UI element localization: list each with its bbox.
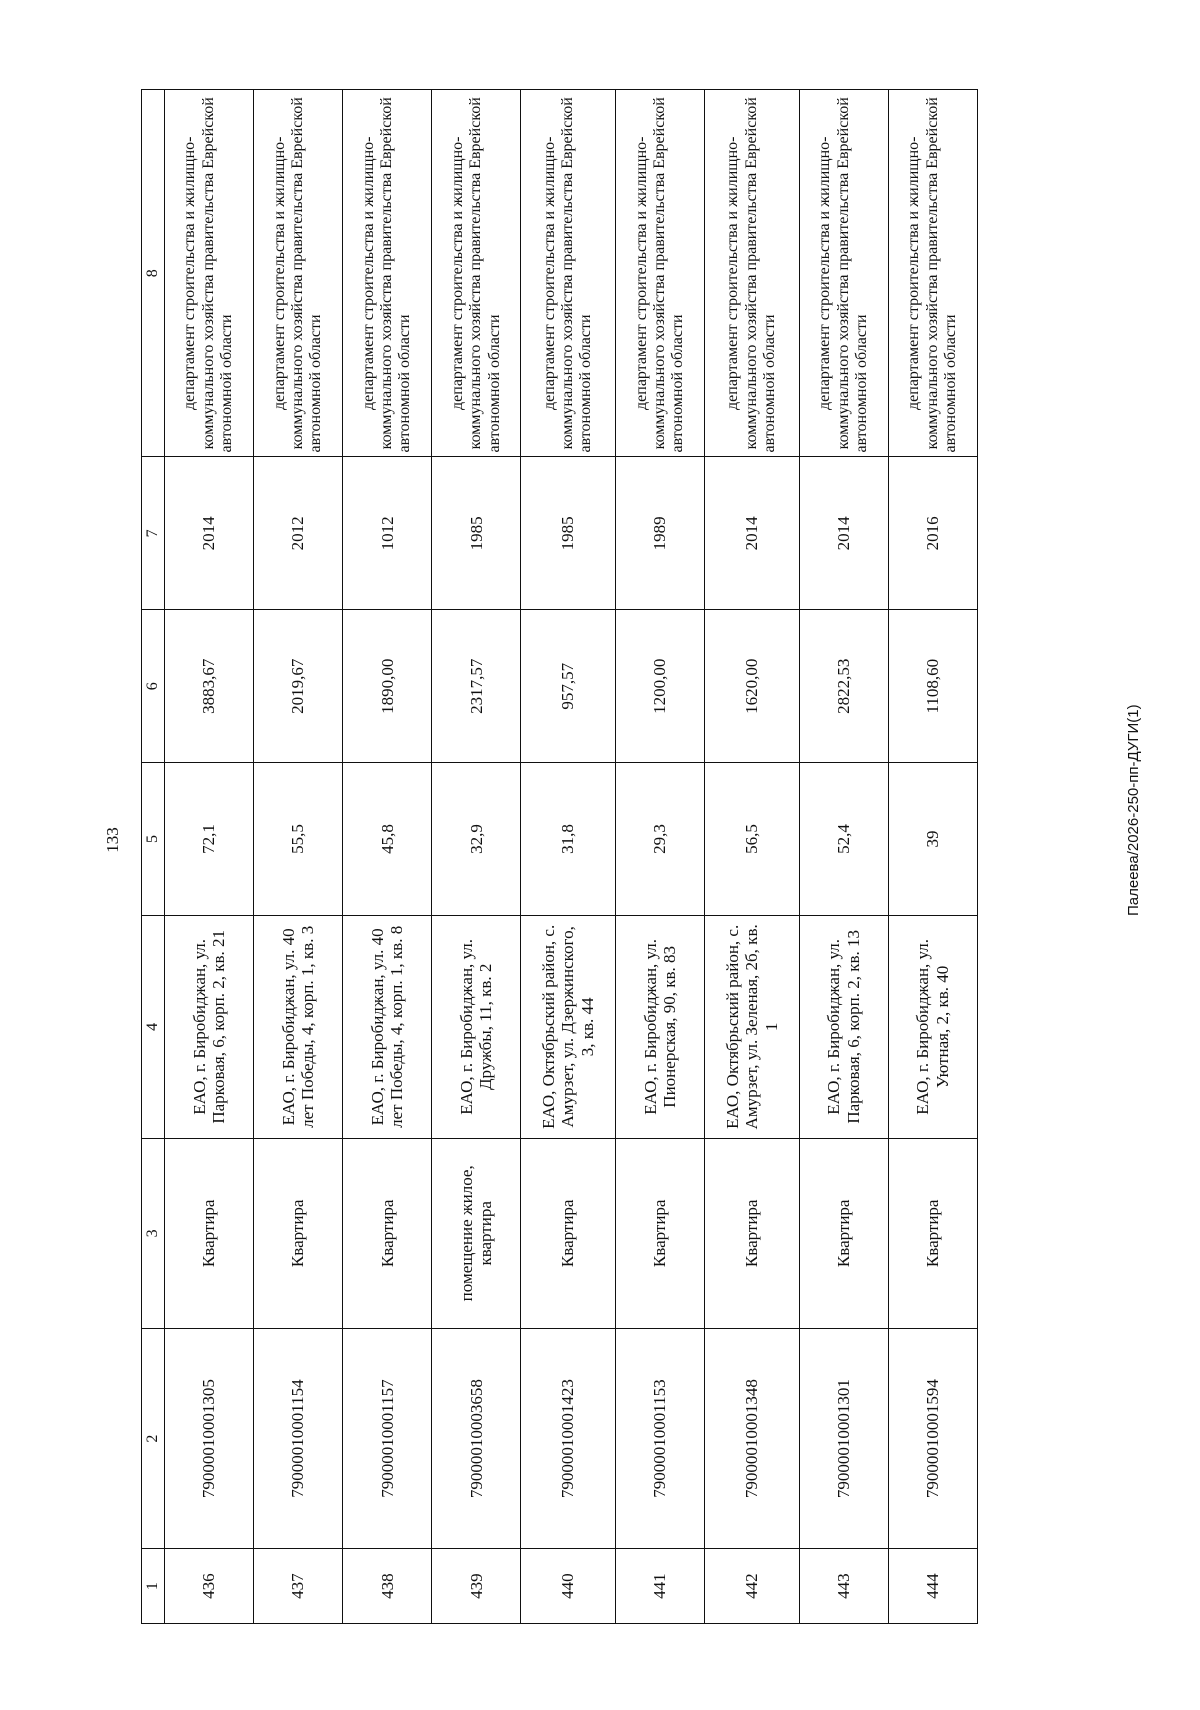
row-number-cell: 437: [254, 1549, 343, 1624]
row-number-cell: 444: [888, 1549, 977, 1624]
year-cell: 2014: [799, 457, 888, 610]
row-number-cell: 438: [343, 1549, 432, 1624]
table-header-row: [142, 90, 165, 1624]
table-row: [254, 90, 343, 1624]
column-header: 6: [142, 610, 165, 763]
year-cell: 2014: [705, 457, 800, 610]
cadastral-number-cell: 79000010001157: [343, 1328, 432, 1548]
address-cell: ЕАО, г. Биробиджан, ул. Пионерская, 90, кв. 83: [616, 915, 705, 1138]
value-cell: 2019,67: [254, 610, 343, 763]
row-number-cell: 442: [705, 1549, 800, 1624]
value-cell: 3883,67: [165, 610, 254, 763]
value-cell: 1620,00: [705, 610, 800, 763]
area-cell: 39: [888, 763, 977, 916]
column-header: 1: [142, 1549, 165, 1624]
year-cell: 2016: [888, 457, 977, 610]
area-cell: 31,8: [521, 763, 616, 916]
table-row: [432, 90, 521, 1624]
area-cell: 29,3: [616, 763, 705, 916]
address-cell: ЕАО, г. Биробиджан, ул. 40 лет Победы, 4, корп. 1, кв. 8: [343, 915, 432, 1138]
address-cell: ЕАО, г. Биробиджан, ул. 40 лет Победы, 4, корп. 1, кв. 3: [254, 915, 343, 1138]
year-cell: 2012: [254, 457, 343, 610]
row-number-cell: 439: [432, 1549, 521, 1624]
column-header: 4: [142, 915, 165, 1138]
column-header: 5: [142, 763, 165, 916]
table-row: [165, 90, 254, 1624]
value-cell: 1108,60: [888, 610, 977, 763]
cadastral-number-cell: 79000010001154: [254, 1328, 343, 1548]
row-number-cell: 440: [521, 1549, 616, 1624]
object-type-cell: Квартира: [705, 1138, 800, 1328]
column-header: 7: [142, 457, 165, 610]
holder-cell: департамент строительства и жилищно-коммунального хозяйства правительства Еврейской автономной области: [799, 90, 888, 458]
holder-cell: департамент строительства и жилищно-коммунального хозяйства правительства Еврейской автономной области: [521, 90, 616, 458]
row-number-cell: 443: [799, 1549, 888, 1624]
table-row: [705, 90, 800, 1624]
year-cell: 1985: [432, 457, 521, 610]
column-header: 3: [142, 1138, 165, 1328]
holder-cell: департамент строительства и жилищно-коммунального хозяйства правительства Еврейской автономной области: [254, 90, 343, 458]
holder-cell: департамент строительства и жилищно-коммунального хозяйства правительства Еврейской автономной области: [165, 90, 254, 458]
object-type-cell: Квартира: [799, 1138, 888, 1328]
value-cell: 1200,00: [616, 610, 705, 763]
row-number-cell: 441: [616, 1549, 705, 1624]
holder-cell: департамент строительства и жилищно-коммунального хозяйства правительства Еврейской автономной области: [432, 90, 521, 458]
property-registry-table: [141, 89, 978, 1624]
page-number: 133: [102, 827, 122, 853]
cadastral-number-cell: 79000010001301: [799, 1328, 888, 1548]
object-type-cell: помещение жилое, квартира: [432, 1138, 521, 1328]
column-header: 8: [142, 90, 165, 458]
holder-cell: департамент строительства и жилищно-коммунального хозяйства правительства Еврейской автономной области: [888, 90, 977, 458]
area-cell: 52,4: [799, 763, 888, 916]
area-cell: 32,9: [432, 763, 521, 916]
year-cell: 1989: [616, 457, 705, 610]
value-cell: 1890,00: [343, 610, 432, 763]
cadastral-number-cell: 79000010001423: [521, 1328, 616, 1548]
area-cell: 55,5: [254, 763, 343, 916]
table-row: [799, 90, 888, 1624]
table-row: [888, 90, 977, 1624]
area-cell: 56,5: [705, 763, 800, 916]
value-cell: 2317,57: [432, 610, 521, 763]
holder-cell: департамент строительства и жилищно-коммунального хозяйства правительства Еврейской автономной области: [343, 90, 432, 458]
address-cell: ЕАО, г. Биробиджан, ул. Парковая, 6, корп. 2, кв. 21: [165, 915, 254, 1138]
object-type-cell: Квартира: [254, 1138, 343, 1328]
object-type-cell: Квартира: [165, 1138, 254, 1328]
cadastral-number-cell: 79000010001305: [165, 1328, 254, 1548]
year-cell: 1012: [343, 457, 432, 610]
address-cell: ЕАО, Октябрьский район, с. Амурзет, ул. Дзержинского, 3, кв. 44: [521, 915, 616, 1138]
area-cell: 72,1: [165, 763, 254, 916]
table-row: [616, 90, 705, 1624]
document-code: Палеева/2026-250-пп-ДУГИ(1): [1125, 704, 1142, 916]
cadastral-number-cell: 79000010001348: [705, 1328, 800, 1548]
address-cell: ЕАО, г. Биробиджан, ул. Парковая, 6, корп. 2, кв. 13: [799, 915, 888, 1138]
area-cell: 45,8: [343, 763, 432, 916]
year-cell: 1985: [521, 457, 616, 610]
address-cell: ЕАО, Октябрьский район, с. Амурзет, ул. Зеленая, 2б, кв. 1: [705, 915, 800, 1138]
object-type-cell: Квартира: [343, 1138, 432, 1328]
holder-cell: департамент строительства и жилищно-коммунального хозяйства правительства Еврейской автономной области: [705, 90, 800, 458]
row-number-cell: 436: [165, 1549, 254, 1624]
column-header: 2: [142, 1328, 165, 1548]
table-row: [343, 90, 432, 1624]
registry-table-frame: [141, 89, 978, 1624]
cadastral-number-cell: 79000010001153: [616, 1328, 705, 1548]
address-cell: ЕАО, г. Биробиджан, ул. Уютная, 2, кв. 40: [888, 915, 977, 1138]
object-type-cell: Квартира: [888, 1138, 977, 1328]
cadastral-number-cell: 79000010003658: [432, 1328, 521, 1548]
address-cell: ЕАО, г. Биробиджан, ул. Дружбы, 11, кв. 2: [432, 915, 521, 1138]
holder-cell: департамент строительства и жилищно-коммунального хозяйства правительства Еврейской автономной области: [616, 90, 705, 458]
cadastral-number-cell: 79000010001594: [888, 1328, 977, 1548]
value-cell: 957,57: [521, 610, 616, 763]
table-row: [521, 90, 616, 1624]
object-type-cell: Квартира: [616, 1138, 705, 1328]
value-cell: 2822,53: [799, 610, 888, 763]
object-type-cell: Квартира: [521, 1138, 616, 1328]
year-cell: 2014: [165, 457, 254, 610]
